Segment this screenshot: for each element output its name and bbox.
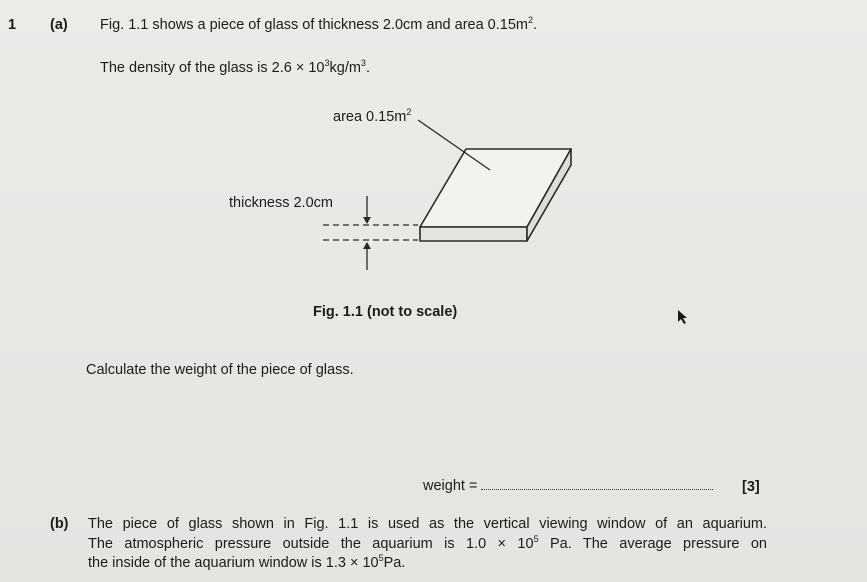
marks-label: [3] [742,479,760,495]
answer-dotted-line[interactable] [481,487,713,490]
part-a-intro: Fig. 1.1 shows a piece of glass of thickness 2.0cm and area $0.15m^2$. [100,15,538,33]
part-b-label: (b) [50,516,69,532]
figure-thickness-label: thickness 2.0cm [229,195,333,211]
part-b-line-3: the inside of the aquarium window is $1.3 \times 10^5Pa$. [88,553,406,571]
figure-area-label: area $0.15m^2$ [333,107,412,125]
answer-line: weight = [423,478,713,494]
part-a-label: (a) [50,17,68,33]
part-b-line-1: The piece of glass shown in Fig. 1.1 is used as the vertical viewing window of an aquarium. [88,516,767,532]
mouse-cursor-icon [678,310,687,324]
figure-caption: Fig. 1.1 (not to scale) [313,304,458,320]
part-b-line-2: The atmospheric pressure outside the aquarium is $1.0 \times 10^5$ Pa. The average pressure on [88,534,767,552]
part-a-task: Calculate the weight of the piece of glass. [86,362,354,378]
density-statement: The density of the glass is $2.6 \times 10^3kg/m^3$. [100,58,370,76]
area-pointer-line [418,120,490,170]
slab-front-face [420,227,527,241]
question-number: 1 [8,17,17,33]
